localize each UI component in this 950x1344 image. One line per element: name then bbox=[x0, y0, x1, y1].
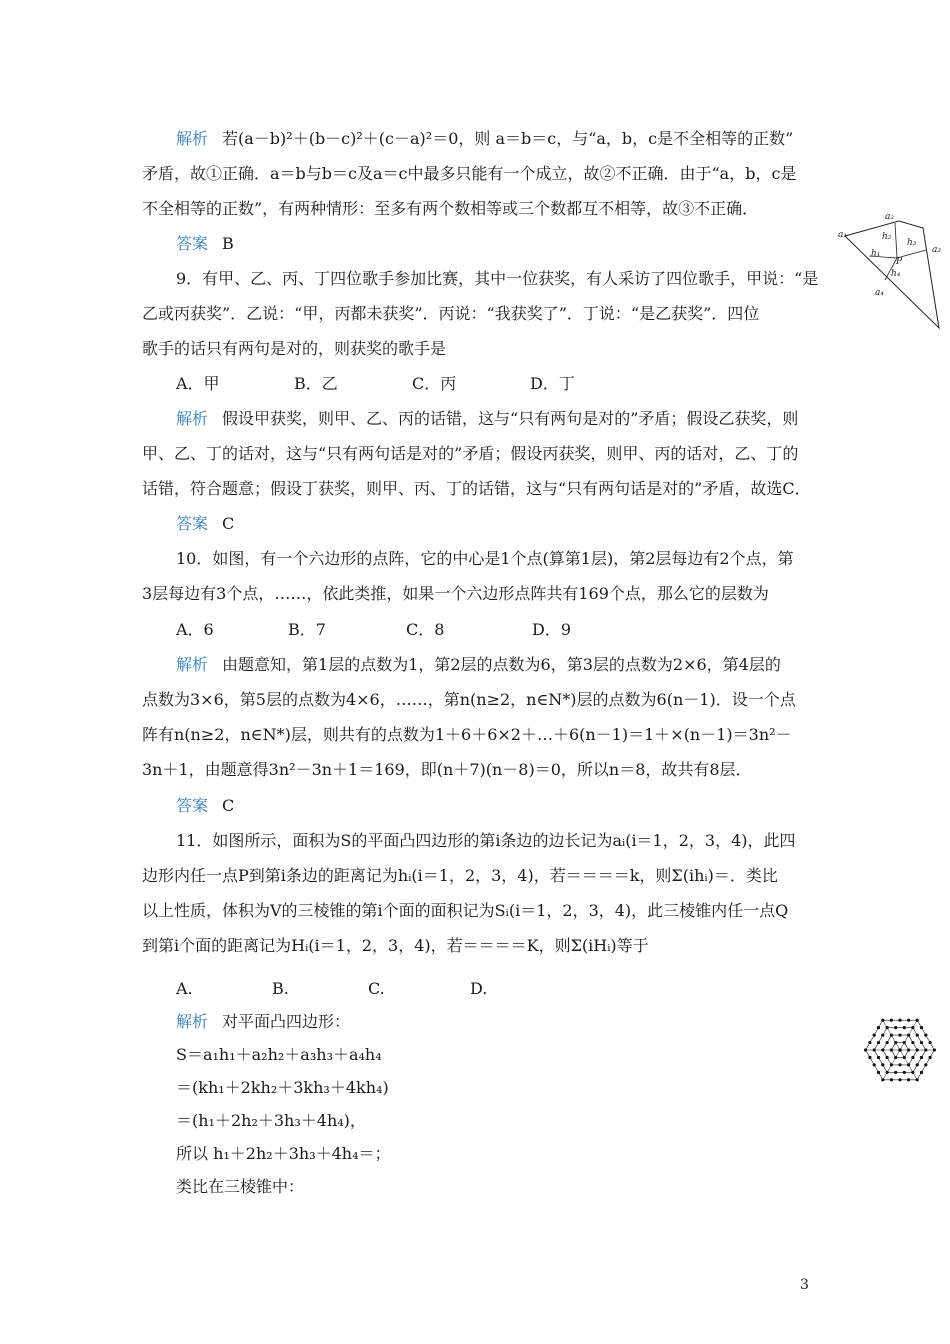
solution-line: 阵有n(n≥2，n∈N*)层，则共有的点数为1＋6＋6×2＋…＋6(n－1)＝1＋×(n－1)＝3n²－ bbox=[142, 725, 792, 744]
solution-line bbox=[176, 654, 781, 676]
lattice-dot bbox=[877, 1041, 880, 1044]
lattice-dot bbox=[890, 1019, 893, 1022]
solution-line: 话错，符合题意；假设丁获奖，则甲、丙、丁的话错，这与“只有两句话是对的”矛盾，故选C． bbox=[142, 479, 811, 498]
option-c: C. bbox=[368, 979, 385, 998]
text: 对平面凸四边形： bbox=[222, 1012, 351, 1031]
options-row bbox=[176, 619, 571, 641]
solution-line bbox=[176, 1011, 350, 1033]
lattice-dot bbox=[920, 1056, 923, 1059]
answer-line bbox=[176, 233, 234, 255]
answer-value: C bbox=[222, 796, 235, 815]
solution-line: 不全相等的正数”，有两种情形：至多有两个数相等或三个数都互不相等，故③不正确． bbox=[142, 199, 759, 218]
lattice-dot bbox=[886, 1041, 889, 1044]
question-line: 歌手的话只有两句是对的，则获奖的歌手是 bbox=[142, 339, 447, 358]
lattice-dot bbox=[929, 1056, 932, 1059]
text: 若(a－b)²＋(b－c)²＋(c－a)²＝0，则 a＝b＝c，与“a，b，c是不全相等的正数” bbox=[222, 129, 794, 148]
lattice-dot bbox=[877, 1071, 880, 1074]
option-d: D．丁 bbox=[530, 374, 575, 393]
lattice-dot bbox=[898, 1019, 901, 1022]
lattice-dot bbox=[911, 1041, 914, 1044]
lattice-dot bbox=[907, 1019, 910, 1022]
lattice-dot bbox=[920, 1071, 923, 1074]
lattice-dot bbox=[877, 1026, 880, 1029]
lattice-dot bbox=[898, 1034, 901, 1037]
hexagon-lattice-figure bbox=[855, 1000, 945, 1100]
options-row bbox=[176, 373, 575, 395]
option-b: B．乙 bbox=[294, 374, 338, 393]
derivation-line: 类比在三棱锥中： bbox=[176, 1177, 305, 1196]
lattice-dot bbox=[868, 1041, 871, 1044]
answer-line bbox=[176, 795, 234, 817]
solution-line: 甲、乙、丁的话对，这与“只有两句话是对的”矛盾；假设丙获奖，则甲、丙的话对，乙、丁的 bbox=[142, 444, 799, 463]
answer-line bbox=[176, 513, 234, 535]
lattice-dot bbox=[881, 1063, 884, 1066]
option-d: D．9 bbox=[532, 620, 572, 639]
question-line: 以上性质，体积为V的三棱锥的第i个面的面积记为Sᵢ(i＝1，2，3，4)，此三棱锥内任一点Q bbox=[142, 901, 789, 920]
lattice-dot bbox=[916, 1034, 919, 1037]
option-a: A. bbox=[176, 979, 193, 998]
lattice-dot bbox=[907, 1078, 910, 1081]
question-line: 10．如图，有一个六边形的点阵，它的中心是1个点(算第1层)，第2层每边有2个点，第 bbox=[176, 549, 794, 568]
derivation-line: S＝a₁h₁＋a₂h₂＋a₃h₃＋a₄h₄ bbox=[176, 1045, 382, 1064]
daan-label: 答案 bbox=[176, 234, 209, 253]
quadrilateral-figure bbox=[835, 205, 947, 335]
label-a4: a₄ bbox=[875, 288, 884, 298]
lattice-dot bbox=[920, 1041, 923, 1044]
derivation-line: ＝(kh₁＋2kh₂＋3kh₃＋4kh₄) bbox=[176, 1078, 389, 1097]
lattice-dot bbox=[903, 1026, 906, 1029]
lattice-center-dot bbox=[898, 1048, 902, 1052]
option-b: B．7 bbox=[288, 620, 326, 639]
solution-line: 3n＋1，由题意得3n²－3n＋1＝169，即(n＋7)(n－8)＝0，所以n＝8，故共有8层． bbox=[142, 760, 752, 779]
label-a2: a₂ bbox=[885, 212, 894, 222]
daan-label: 答案 bbox=[176, 796, 209, 815]
question-line: 边形内任一点P到第i条边的距离记为hᵢ(i＝1，2，3，4)，若＝＝＝＝k，则Σ(ihᵢ)＝．类比 bbox=[142, 866, 778, 885]
jiexi-label: 解析 bbox=[176, 655, 209, 674]
lattice-dot bbox=[929, 1041, 932, 1044]
derivation-line: 所以 h₁＋2h₂＋3h₃＋4h₄＝； bbox=[176, 1144, 391, 1163]
lattice-dot bbox=[877, 1056, 880, 1059]
solution-line: 点数为3×6，第5层的点数为4×6，……，第n(n≥2，n∈N*)层的点数为6(n－1)．设一个点 bbox=[142, 690, 796, 709]
label-h3: h₃ bbox=[907, 238, 917, 248]
label-a3: a₃ bbox=[932, 245, 941, 255]
option-c: C．丙 bbox=[412, 374, 457, 393]
lattice-dot bbox=[894, 1026, 897, 1029]
perp-h2 bbox=[895, 223, 897, 258]
solution-line bbox=[176, 408, 798, 430]
jiexi-label: 解析 bbox=[176, 1012, 209, 1031]
lattice-dot bbox=[911, 1056, 914, 1059]
lattice-dot bbox=[898, 1078, 901, 1081]
question-line: 11．如图所示，面积为S的平面凸四边形的第i条边的边长记为aᵢ(i＝1，2，3，4)，此四 bbox=[176, 831, 796, 850]
text: 由题意知，第1层的点数为1，第2层的点数为6，第3层的点数为2×6，第4层的 bbox=[222, 655, 781, 674]
daan-label: 答案 bbox=[176, 514, 209, 533]
jiexi-label: 解析 bbox=[176, 129, 209, 148]
answer-value: C bbox=[222, 514, 235, 533]
label-h2: h₂ bbox=[882, 232, 892, 242]
options-row bbox=[176, 978, 487, 1000]
solution-line: 矛盾，故①正确．a＝b与b＝c及a＝c中最多只能有一个成立，故②不正确．由于“a，b，c是 bbox=[142, 164, 797, 183]
label-p: P bbox=[896, 257, 903, 267]
question-line: 9．有甲、乙、丙、丁四位歌手参加比赛，其中一位获奖，有人采访了四位歌手，甲说：“是 bbox=[176, 269, 819, 288]
lattice-dot bbox=[903, 1071, 906, 1074]
lattice-dot bbox=[890, 1078, 893, 1081]
option-b: B. bbox=[272, 979, 289, 998]
option-c: C．8 bbox=[406, 620, 445, 639]
question-line: 到第i个面的距离记为Hᵢ(i＝1，2，3，4)，若＝＝＝＝K，则Σ(iHᵢ)等于 bbox=[142, 936, 649, 955]
answer-value: B bbox=[222, 234, 234, 253]
lattice-dot bbox=[924, 1034, 927, 1037]
lattice-dot bbox=[873, 1063, 876, 1066]
solution-line bbox=[176, 128, 793, 150]
lattice-dot bbox=[894, 1071, 897, 1074]
option-a: A．6 bbox=[176, 620, 214, 639]
option-a: A．甲 bbox=[176, 374, 220, 393]
lattice-dot bbox=[886, 1056, 889, 1059]
question-line: 乙或丙获奖”．乙说：“甲，丙都未获奖”．丙说：“我获奖了”．丁说：“是乙获奖”．四位 bbox=[142, 304, 760, 323]
derivation-line: ＝(h₁＋2h₂＋3h₃＋4h₄)， bbox=[176, 1111, 366, 1130]
hexagon-lattice bbox=[864, 1019, 936, 1082]
option-d: D. bbox=[470, 979, 488, 998]
lattice-dot bbox=[881, 1034, 884, 1037]
label-h1: h₁ bbox=[871, 249, 881, 259]
lattice-dot bbox=[868, 1056, 871, 1059]
label-a1: a₁ bbox=[838, 230, 847, 240]
lattice-dot bbox=[916, 1063, 919, 1066]
lattice-dot bbox=[924, 1063, 927, 1066]
label-h4: h₄ bbox=[891, 269, 901, 279]
page-number: 3 bbox=[800, 1277, 809, 1293]
text: 假设甲获奖，则甲、乙、丙的话错，这与“只有两句是对的”矛盾；假设乙获奖，则 bbox=[222, 409, 799, 428]
jiexi-label: 解析 bbox=[176, 409, 209, 428]
lattice-dot bbox=[920, 1026, 923, 1029]
lattice-dot bbox=[873, 1034, 876, 1037]
lattice-dot bbox=[898, 1063, 901, 1066]
question-line: 3层每边有3个点，……，依此类推，如果一个六边形点阵共有169个点，那么它的层数为 bbox=[142, 584, 769, 603]
